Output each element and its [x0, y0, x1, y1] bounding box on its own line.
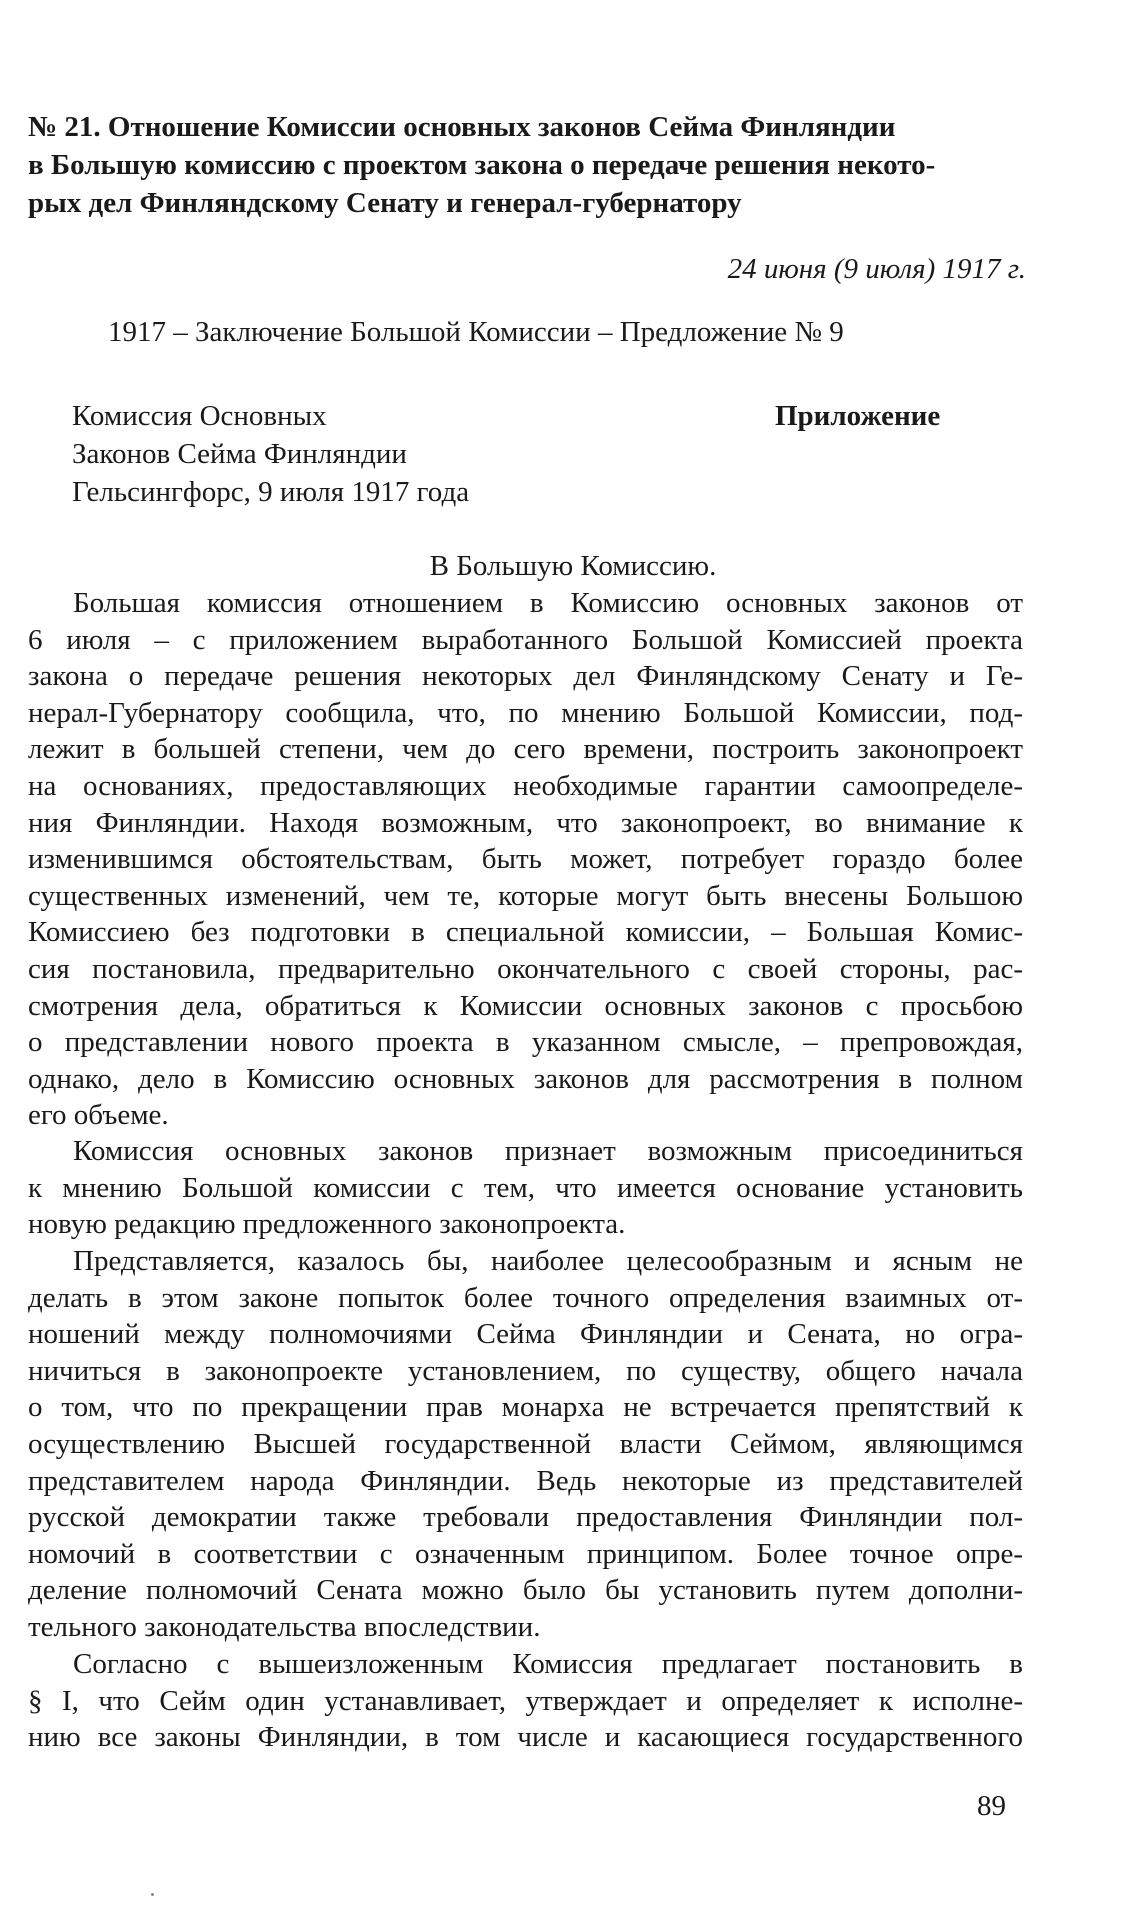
- paragraph-2: [28, 1133, 1023, 1243]
- text-line: делать в этом законе попыток более точного определения взаимных от-: [28, 1281, 1023, 1314]
- text-line: закона о передаче решения некоторых дел Финляндскому Сенату и Ге-: [28, 660, 1023, 693]
- document-date: 24 июня (9 июля) 1917 г.: [727, 253, 1026, 285]
- text-line: 6 июля – с приложением выработанного Большой Комиссией проекта: [28, 623, 1023, 656]
- text-line: смотрения дела, обратиться к Комиссии основных законов с просьбою: [28, 989, 1023, 1022]
- paragraph-3: [28, 1243, 1023, 1646]
- text-line: ношений между полномочиями Сейма Финляндии и Сената, но огра-: [28, 1318, 1023, 1351]
- sender-line: Комиссия Основных: [72, 400, 327, 432]
- text-line: изменившимся обстоятельствам, быть может, потребует гораздо более: [28, 843, 1023, 876]
- document-reference: 1917 – Заключение Большой Комиссии – Предложение № 9: [108, 316, 844, 348]
- text-line: существенных изменений, чем те, которые могут быть внесены Большою: [28, 879, 1023, 912]
- paragraph-1: [28, 585, 1023, 1134]
- text-line: ничиться в законопроекте установлением, по существу, общего начала: [28, 1354, 1023, 1387]
- heading-line: в Большую комиссию с проектом закона о передаче решения некото-: [28, 149, 936, 181]
- text-line: к мнению Большой комиссии с тем, что имеется основание установить: [28, 1171, 1023, 1204]
- page-number: 89: [977, 1790, 1006, 1822]
- text-line: Представляется, казалось бы, наиболее целесообразным и ясным не: [73, 1245, 1023, 1277]
- text-line: Согласно с вышеизложенным Комиссия предлагает постановить в: [73, 1648, 1023, 1680]
- appendix-label: Приложение: [775, 400, 941, 432]
- text-line: осуществлению Высшей государственной власти Сеймом, являющимся: [28, 1427, 1023, 1460]
- text-line: Большая комиссия отношением в Комиссию основных законов от: [73, 587, 1023, 619]
- text-line: о представлении нового проекта в указанном смысле, – препровождая,: [28, 1026, 1023, 1059]
- text-line: сия постановила, предварительно окончательного с своей стороны, рас-: [28, 952, 1023, 985]
- scan-speck: [151, 1893, 154, 1896]
- text-line: представителем народа Финляндии. Ведь некоторые из представителей: [28, 1464, 1023, 1497]
- text-line: нию все законы Финляндии, в том числе и касающиеся государственного: [28, 1721, 1023, 1754]
- sender-line: Законов Сейма Финляндии: [72, 438, 407, 470]
- text-line: новую редакцию предложенного законопроекта.: [28, 1208, 626, 1241]
- heading-line: № 21. Отношение Комиссии основных законов Сейма Финляндии: [28, 111, 896, 143]
- paragraph-4: [28, 1646, 1023, 1756]
- text-line: однако, дело в Комиссию основных законов для рассмотрения в полном: [28, 1062, 1023, 1095]
- sender-block: [72, 397, 469, 511]
- text-line: Комиссиею без подготовки в специальной комиссии, – Большая Комис-: [28, 916, 1023, 949]
- text-line: тельного законодательства впоследствии.: [28, 1610, 541, 1643]
- text-line: на основаниях, предоставляющих необходимые гарантии самоопределе-: [28, 769, 1023, 802]
- document-heading: [28, 108, 1023, 222]
- addressee: В Большую Комиссию.: [429, 550, 717, 582]
- text-line: номочий в соответствии с означенным принципом. Более точное опре-: [28, 1537, 1023, 1570]
- heading-line: рых дел Финляндскому Сенату и генерал-губернатору: [28, 187, 742, 219]
- text-line: ния Финляндии. Находя возможным, что законопроект, во внимание к: [28, 806, 1023, 839]
- text-line: § I, что Сейм один устанавливает, утверждает и определяет к исполне-: [28, 1684, 1023, 1717]
- text-line: русской демократии также требовали предоставления Финляндии пол-: [28, 1501, 1023, 1534]
- text-line: нерал-Губернатору сообщила, что, по мнению Большой Комиссии, под-: [28, 696, 1023, 729]
- sender-line: Гельсингфорс, 9 июля 1917 года: [72, 476, 470, 508]
- text-line: Комиссия основных законов признает возможным присоединиться: [73, 1135, 1023, 1167]
- text-line: о том, что по прекращении прав монарха не встречается препятствий к: [28, 1391, 1023, 1424]
- text-line: лежит в большей степени, чем до сего времени, построить законопроект: [28, 733, 1023, 766]
- text-line: его объеме.: [28, 1099, 169, 1132]
- text-line: деление полномочий Сената можно было бы установить путем дополни-: [28, 1574, 1023, 1607]
